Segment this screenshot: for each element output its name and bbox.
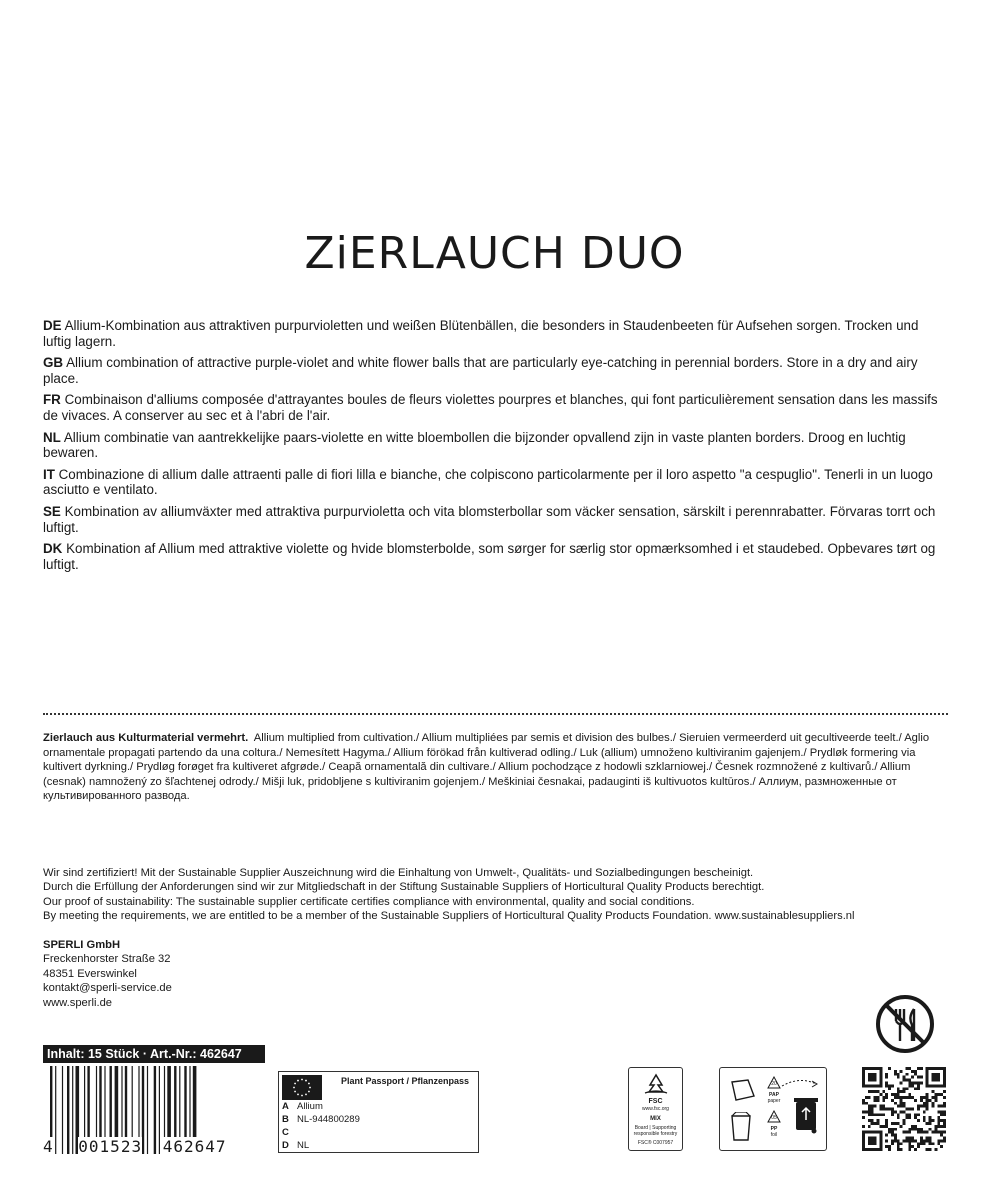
recycling-label	[719, 1067, 827, 1151]
passport-title: Plant Passport / Pflanzenpass	[341, 1076, 470, 1086]
fsc-claim: Board | Supporting responsible forestry	[633, 1125, 678, 1137]
description-gb	[43, 355, 948, 386]
curved-arrow-icon	[780, 1076, 820, 1090]
language-code: DK	[43, 541, 63, 557]
content-badge: Inhalt: 15 Stück · Art.-Nr.: 462647	[43, 1045, 265, 1063]
company-address	[43, 938, 172, 1010]
language-code: IT	[43, 466, 55, 482]
passport-row: A Allium	[282, 1101, 323, 1112]
pp-code-num: 05	[771, 1115, 777, 1121]
passport-row: D NL	[282, 1140, 310, 1151]
recycling-bin-icon	[792, 1094, 820, 1134]
address-web: www.sperli.de	[43, 996, 113, 1009]
paper-bag-icon	[728, 1078, 758, 1104]
eu-flag-icon	[282, 1075, 322, 1100]
description-de	[43, 318, 948, 349]
cert-line: Wir sind zertifiziert! Mit der Sustainable Supplier Auszeichnung wird die Einhaltung von Umwelt-, Qualitäts- und Sozialbedingungen bescheinigt.	[43, 867, 754, 879]
not-edible-icon	[874, 993, 936, 1055]
fsc-code: FSC® C007957	[637, 1140, 674, 1146]
cultivation-heading: Zierlauch aus Kulturmaterial vermehrt.	[43, 732, 249, 744]
certification-block	[43, 866, 948, 924]
description-text: Allium combinatie van aantrekkelijke paars-violette en witte bloembollen die bijzonder opvallend zijn in vaste planten borders. Droog en luchtig bewaren.	[43, 429, 906, 461]
description-text: Allium combination of attractive purple-violet and white flower balls that are particularly eye-catching in perennial borders. Store in a dry and airy place.	[43, 355, 918, 386]
fsc-mix: MIX	[650, 1116, 661, 1122]
paper-code: PAP	[769, 1092, 779, 1098]
barcode-digit-first: 4	[43, 1137, 54, 1156]
description-text: Combinazione di allium dalle attraenti palle di fiori lilla e bianche, che colpiscono particolarmente per il loro aspetto "a cespuglio". Tenerli in un luogo asciutto e ventilato.	[43, 466, 933, 498]
address-city: 48351 Everswinkel	[43, 967, 137, 980]
language-code: SE	[43, 503, 61, 519]
barcode-digits	[43, 1137, 243, 1156]
language-code: FR	[43, 392, 61, 408]
fsc-label	[628, 1067, 683, 1151]
description-dk	[43, 541, 948, 572]
description-nl	[43, 430, 948, 461]
cert-line: Durch die Erfüllung der Anforderungen sind wir zur Mitgliedschaft in der Stiftung Sustainable Suppliers of Horticultural Quality Products berechtigt.	[43, 881, 765, 894]
company-name: SPERLI GmbH	[43, 939, 121, 951]
product-title: ZiERLAUCH DUO	[304, 228, 685, 279]
language-code: DE	[43, 318, 62, 333]
cultivation-note	[43, 731, 948, 804]
description-text: Allium-Kombination aus attraktiven purpurvioletten und weißen Blütenbällen, die besonders in Staudenbeeten für Aufsehen sorgen. Trocken und luftig lagern.	[43, 318, 919, 349]
description-fr	[43, 392, 948, 423]
address-street: Freckenhorster Straße 32	[43, 953, 171, 966]
pp-label: foil	[770, 1132, 778, 1138]
cultivation-text: Allium multiplied from cultivation./ Allium multipliées par semis et division des bulbes./ Sieruien vermeerderd uit gecultiveerde teelt./ Aglio ornamentale propagati partendo da una coltura./ Nemesített Hagyma./ Allium förökad från kultiverad odling./ Luk (allium) umnoženo kultiviranim gajenjem./ Prydløk formering via kultivert dyrkning./ Prydløg forøget fra kultiveret afgrøde./ Ceapă ornamentală din cultivare./ Allium pochodzące z hodowli szklarniowej./ Česnek rozmnožené z kultivarů./ Allium (cesnak) namnožený zo šľachtenej odrody./ Mišji luk, pridobljene s kultiviranim gojenjem./ Meškiniai česnakai, padauginti iš kultivuotos kultūros./ Аллиум, размноженные от культивированного развода.	[43, 732, 930, 803]
plant-passport	[278, 1071, 479, 1153]
description-it	[43, 467, 948, 498]
passport-row: B NL-944800289	[282, 1114, 360, 1125]
description-se	[43, 504, 948, 535]
address-email: kontakt@sperli-service.de	[43, 982, 172, 995]
qr-code-icon	[862, 1067, 946, 1151]
paper-code-num: 20	[771, 1081, 777, 1087]
description-text: Kombination af Allium med attraktive violette og hvide blomsterbolde, som sørger for særlig stor opmærksomhed i et staudebed. Opbevares tørt og luftigt.	[43, 541, 936, 572]
barcode-digit-right: 462647	[162, 1137, 227, 1156]
barcode-digit-left: 001523	[78, 1137, 143, 1156]
fsc-url: www.fsc.org	[642, 1106, 669, 1112]
description-block	[43, 318, 948, 578]
fsc-tree-icon	[643, 1073, 669, 1095]
language-code: GB	[43, 355, 64, 371]
dotted-divider	[43, 713, 948, 715]
fsc-brand: FSC	[648, 1098, 663, 1105]
paper-label: paper	[767, 1098, 781, 1104]
description-text: Kombination av alliumväxter med attraktiva purpurvioletta och vita blomsterbollar som väcker sensation, särskilt i perennrabatter. Förvaras torrt och luftigt.	[43, 503, 936, 535]
description-text: Combinaison d'alliums composée d'attrayantes boules de fleurs violettes pourpres et blanches, qui font particulièrement sensation dans les massifs de vivaces. A conserver au sec et à l'abri de l'air.	[43, 392, 938, 423]
coffee-bag-icon	[728, 1112, 754, 1144]
pp-code: PP	[770, 1126, 778, 1132]
cert-line: By meeting the requirements, we are entitled to be a member of the Sustainable Suppliers of Horticultural Quality Products Foundation. www.sustainablesuppliers.nl	[43, 910, 855, 923]
cert-line: Our proof of sustainability: The sustainable supplier certificate certifies compliance with environmental, quality and social conditions.	[43, 895, 695, 908]
language-code: NL	[43, 429, 61, 445]
passport-row: C	[282, 1127, 289, 1138]
